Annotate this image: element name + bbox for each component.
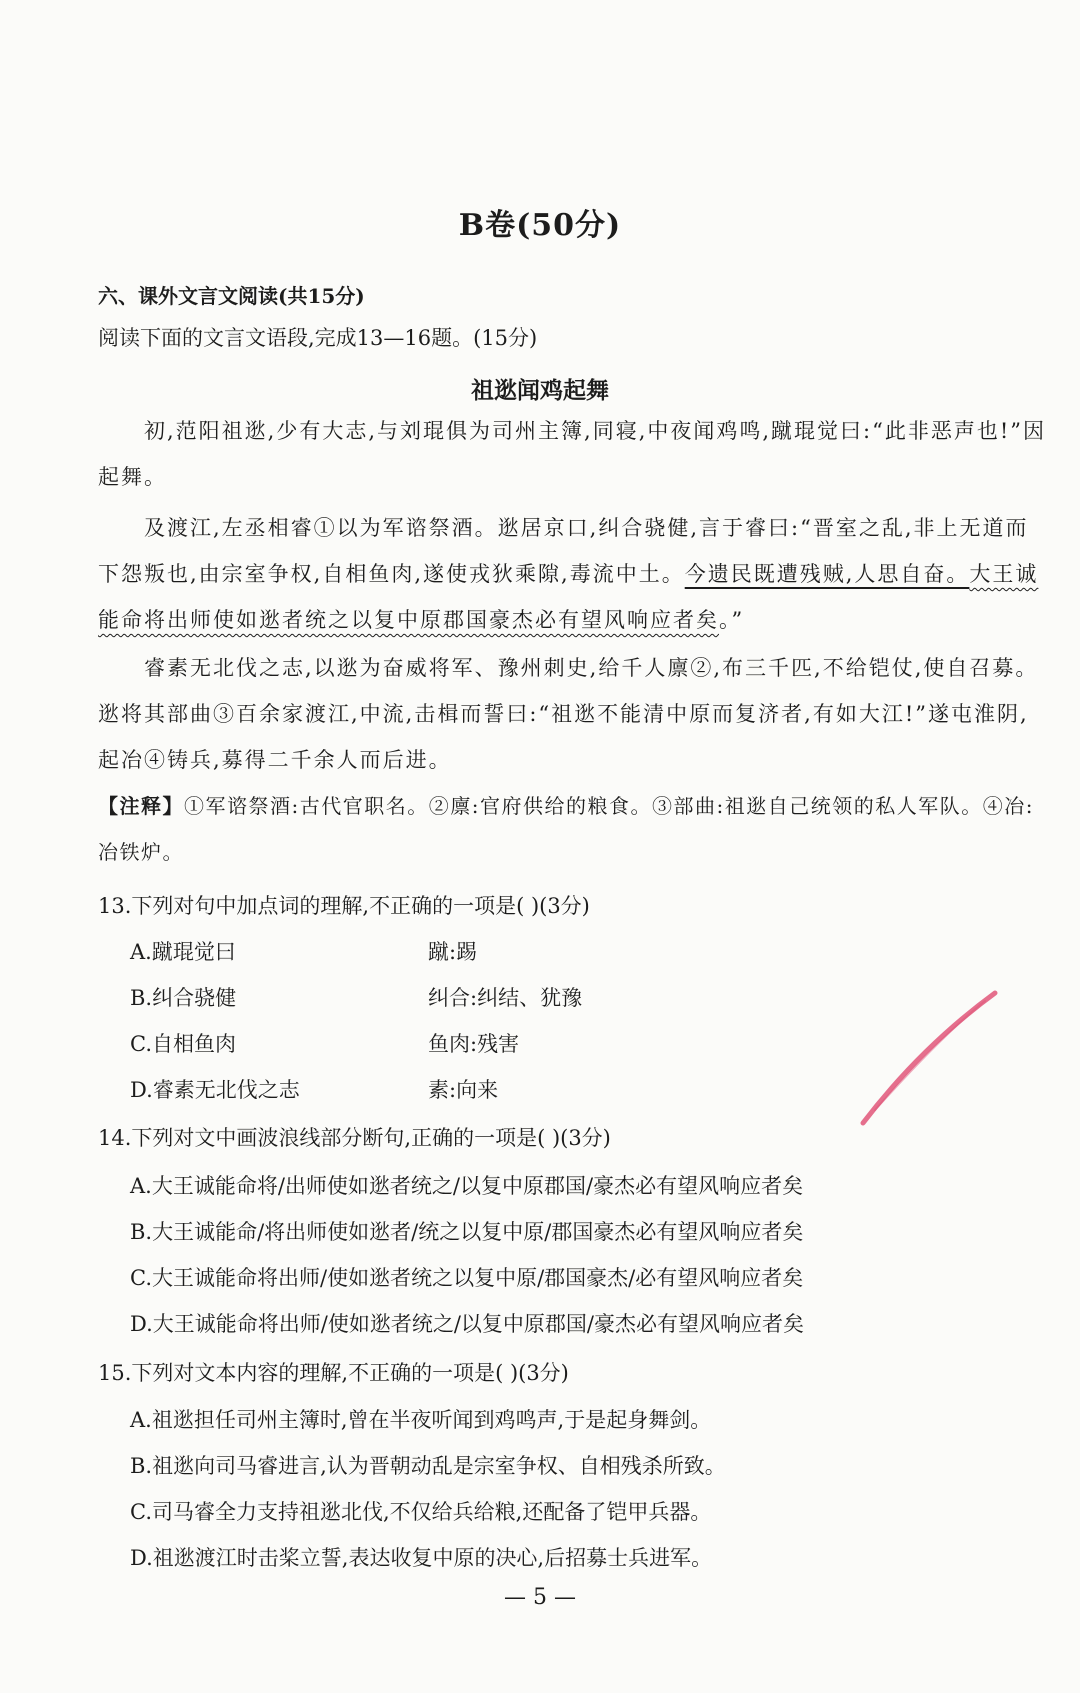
question-14-option-d: D.大王诚能命将出师/使如逖者统之/以复中原郡国/豪杰必有望风响应者矣 bbox=[130, 1312, 804, 1336]
page-title: B卷(50分) bbox=[458, 208, 622, 243]
question-14-option-c: C.大王诚能命将出师/使如逖者统之以复中原/郡国豪杰/必有望风响应者矣 bbox=[130, 1266, 804, 1290]
passage-paragraph-2-end: 。” bbox=[719, 608, 745, 632]
question-13-meaning-d: 素:向来 bbox=[428, 1078, 499, 1102]
annotation-notes bbox=[98, 783, 1048, 875]
underlined-sentence: 今遗民既遭残贼,人思自奋。 bbox=[684, 562, 970, 586]
question-15-option-a: A.祖逖担任司州主簿时,曾在半夜听闻到鸡鸣声,于是起身舞剑。 bbox=[130, 1408, 712, 1432]
question-15-option-d: D.祖逖渡江时击桨立誓,表达收复中原的决心,后招募士兵进军。 bbox=[130, 1546, 713, 1570]
passage-paragraph-2-text: 及渡江,左丞相睿①以为军谘祭酒。逖居京口,纠合骁健,言于睿曰:“晋室之乱,非上无道而下怨叛也,由宗室争权,自相鱼肉,遂使戎狄乘隙,毒流中土。 bbox=[98, 516, 1029, 586]
passage-paragraph-2 bbox=[98, 505, 1048, 643]
question-13-option-b: B.纠合骁健 bbox=[130, 986, 237, 1010]
question-14-stem: 14.下列对文中画波浪线部分断句,正确的一项是( )(3分) bbox=[98, 1126, 611, 1150]
question-13-option-a: A.蹴琨觉曰 bbox=[130, 940, 236, 964]
passage-paragraph-1: 初,范阳祖逖,少有大志,与刘琨俱为司州主簿,同寝,中夜闻鸡鸣,蹴琨觉曰:“此非恶声也!”因起舞。 bbox=[98, 419, 1047, 489]
question-13-meaning-c: 鱼肉:残害 bbox=[428, 1032, 520, 1056]
question-13-meaning-b: 纠合:纠结、犹豫 bbox=[428, 986, 583, 1010]
note-text: ①军谘祭酒:古代官职名。②廪:官府供给的粮食。③部曲:祖逖自己统领的私人军队。④冶:冶铁炉。 bbox=[98, 794, 1034, 864]
question-14-option-a: A.大王诚能命将/出师使如逖者统之/以复中原郡国/豪杰必有望风响应者矣 bbox=[130, 1174, 804, 1198]
pen-stroke-mark bbox=[845, 985, 1005, 1135]
passage-paragraph-3: 睿素无北伐之志,以逖为奋威将军、豫州刺史,给千人廪②,布三千匹,不给铠仗,使自召募。逖将其部曲③百余家渡江,中流,击楫而誓曰:“祖逖不能清中原而复济者,有如大江!”遂屯淮阴,起冶④铸兵,募得二千余人而后进。 bbox=[98, 656, 1039, 772]
page-number: — 5 — bbox=[504, 1585, 576, 1610]
section-heading: 六、课外文言文阅读(共15分) bbox=[98, 284, 365, 308]
question-15-option-b: B.祖逖向司马睿进言,认为晋朝动乱是宗室争权、自相残杀所致。 bbox=[130, 1454, 726, 1478]
passage-title: 祖逖闻鸡起舞 bbox=[471, 377, 609, 404]
question-13-option-d: D.睿素无北伐之志 bbox=[130, 1078, 300, 1102]
question-13-meaning-a: 蹴:踢 bbox=[428, 940, 478, 964]
question-15-stem: 15.下列对文本内容的理解,不正确的一项是( )(3分) bbox=[98, 1361, 569, 1385]
wavy-underlined-sentence: 大王诚能命将出师使如逖者统之以复中原郡国豪杰必有望风响应者矣 bbox=[98, 562, 1039, 632]
question-13-stem: 13.下列对句中加点词的理解,不正确的一项是( )(3分) bbox=[98, 894, 590, 918]
section-instruction: 阅读下面的文言文语段,完成13—16题。(15分) bbox=[98, 326, 538, 350]
note-label: 【注释】 bbox=[98, 794, 184, 818]
question-14-option-b: B.大王诚能命/将出师使如逖者/统之以复中原/郡国豪杰必有望风响应者矣 bbox=[130, 1220, 804, 1244]
question-15-option-c: C.司马睿全力支持祖逖北伐,不仅给兵给粮,还配备了铠甲兵器。 bbox=[130, 1500, 712, 1524]
question-13-option-c: C.自相鱼肉 bbox=[130, 1032, 236, 1056]
